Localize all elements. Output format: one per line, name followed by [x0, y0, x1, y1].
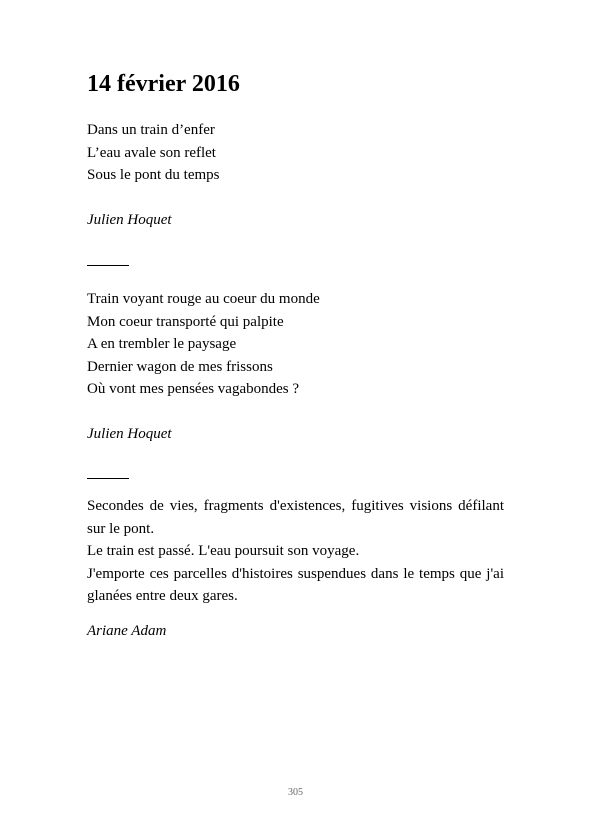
prose-paragraph: Secondes de vies, fragments d'existences, fugitives visions défilant sur le pont. — [87, 498, 504, 537]
poem-line: Dans un train d’enfer — [87, 122, 215, 138]
page-number: 305 — [288, 787, 303, 798]
poem-1 — [87, 119, 504, 187]
prose-paragraph: Le train est passé. L'eau poursuit son voyage. — [87, 543, 360, 559]
poem-line: Dernier wagon de mes frissons — [87, 358, 273, 375]
page-title: 14 février 2016 — [87, 71, 240, 97]
poem-line: Mon coeur transporté qui palpite — [87, 313, 284, 330]
author-signature: Ariane Adam — [87, 623, 167, 639]
poem-line: Train voyant rouge au coeur du monde — [87, 291, 320, 307]
poem-2 — [87, 288, 504, 401]
poem-line: Où vont mes pensées vagabondes ? — [87, 381, 300, 397]
section-divider — [87, 478, 129, 479]
author-signature: Julien Hoquet — [87, 212, 172, 228]
prose-block — [87, 495, 504, 608]
poem-line: A en trembler le paysage — [87, 336, 237, 352]
poem-line: Sous le pont du temps — [87, 167, 220, 183]
section-divider — [87, 265, 129, 266]
author-signature: Julien Hoquet — [87, 426, 172, 442]
poem-line: L’eau avale son reflet — [87, 144, 216, 161]
prose-paragraph: J'emporte ces parcelles d'histoires suspendues dans le temps que j'ai glanées entre deux gares. — [87, 565, 504, 604]
